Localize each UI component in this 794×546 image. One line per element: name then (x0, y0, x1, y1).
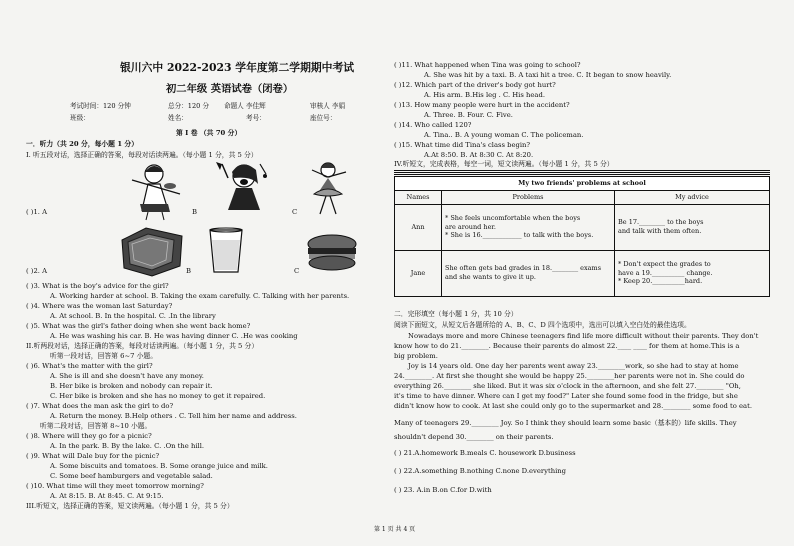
meta-name: 姓名： (168, 114, 188, 122)
problem-line: are around her. (445, 222, 496, 231)
instruction: I. 听五段对话，选择正确的答案，每段对话读两遍。（每小题 1 分，共 5 分） (26, 151, 258, 159)
bread-icon (116, 222, 188, 278)
q10-stem: ( )10. What time will they meet tomorrow morning? (26, 482, 204, 490)
hamburger-icon (302, 232, 362, 274)
q6-option-a: A. She is ill and she doesn't have any money. (50, 372, 204, 380)
meta-exam-no: 考号： (246, 114, 266, 122)
q6-stem: ( )6. What's the matter with the girl? (26, 362, 153, 370)
q1-option-c-label: C (292, 208, 298, 216)
table-header-names: Names (395, 190, 442, 204)
q5-options: A. He was washing his car. B. He was having dinner C. .He was cooking (50, 332, 298, 340)
girl-dancing-ballet-icon (306, 160, 352, 218)
q8-stem: ( )8. Where will they go for a picnic? (26, 432, 152, 440)
q22-options: ( ) 22.A.something B.nothing C.none D.everything (394, 467, 567, 475)
q2-label: ( )2. A (26, 267, 48, 275)
meta-author: 命题人 李佳辉 (224, 102, 266, 110)
advice-line: and talk with them often. (618, 227, 702, 236)
q4-stem: ( )4. Where was the woman last Saturday? (26, 302, 173, 310)
q12-stem: ( )12. Which part of the driver's body got hurt? (394, 81, 556, 89)
q15-options: A.At 8:50. B. At 8:30 C. At 8:20. (424, 151, 534, 159)
q14-stem: ( )14. Who called 120? (394, 121, 472, 129)
q1-label: ( )1. A (26, 208, 48, 216)
advice-line: * Don't expect the grades to (618, 259, 711, 268)
q6-option-b: B. Her bike is broken and nobody can repair it. (50, 382, 213, 390)
table-header-problems: Problems (442, 190, 615, 204)
blank-19-line[interactable]: have a 19.__________ change. (618, 268, 713, 277)
q13-stem: ( )13. How many people were hurt in the accident? (394, 101, 570, 109)
q9-option-ab: A. Some biscuits and tomatoes. B. Some orange juice and milk. (50, 462, 268, 470)
passage-line: Nowadays more and more Chinese teenagers find life more difficult without their parents. They don't (408, 332, 759, 340)
meta-reviewer: 审核人 李娟 (310, 102, 346, 110)
meta-class: 班级： (70, 114, 90, 122)
left-column (26, 0, 392, 546)
q23-options: ( ) 23. A.in B.on C.for D.with (394, 486, 492, 494)
q13-options: A. Three. B. Four. C. Five. (424, 111, 513, 119)
table-name-jane: Jane (395, 250, 442, 296)
part-heading: 一．听力（共 20 分，每小题 1 分） (26, 140, 139, 148)
blank-17-line[interactable]: Be 17.________ to the boys (618, 218, 704, 227)
q21-options: ( ) 21.A.homework B.meals C. housework D.business (394, 449, 576, 457)
passage-line: it's time to have dinner. Where can I get my food?" Later she found some food in the fridge, but she (394, 392, 738, 400)
q7-stem: ( )7. What does the man ask the girl to do? (26, 402, 174, 410)
cloze-instruction: 阅读下面短文，从短文后各题所给的 A、B、C、D 四个选项中，选出可以填入空白处的最佳选项。 (394, 321, 691, 329)
q14-options: A. Tina.. B. A young woman C. The policeman. (424, 131, 584, 139)
q2-option-b-label: B (186, 267, 191, 275)
table-name-ann: Ann (395, 204, 442, 250)
passage-line: Many of teenagers 29.________ Joy. So I think they should learn some basic（基本的）life skills. They (394, 419, 737, 427)
dialogue2-note: 听第二段对话，回答第 8~10 小题。 (40, 422, 152, 430)
q9-option-c: C. Some beef hamburgers and vegetable salad. (50, 472, 213, 480)
q3-stem: ( )3. What is the boy's advice for the girl? (26, 282, 169, 290)
passage-line: big problem. (394, 352, 438, 360)
q3-options: A. Working harder at school. B. Taking the exam carefully. C. Talking with her parents. (50, 292, 350, 300)
table-caption: My two friends' problems at school (395, 177, 770, 191)
blank-16-line[interactable]: * She is 16.____________ to talk with the boys. (445, 231, 594, 240)
q12-options: A. His arm. B.His leg . C. His head. (424, 91, 545, 99)
q11-stem: ( )11. What happened when Tina was going to school? (394, 61, 581, 69)
q5-stem: ( )5. What was the girl's father doing when she went back home? (26, 322, 251, 330)
q6-option-c: C. Her bike is broken and she has no money to get it repaired. (50, 392, 266, 400)
q9-stem: ( )9. What will Dale buy for the picnic? (26, 452, 160, 460)
exam-title: 初二年级 英语试卷（闭卷） (166, 83, 294, 95)
problem-line: and she wants to give it up. (445, 273, 536, 282)
section-heading: 第 I 卷 （共 70 分） (176, 129, 242, 137)
q8-options: A. In the park. B. By the lake. C. .On the hill. (50, 442, 205, 450)
q10-options: A. At 8:15. B. At 8:45. C. At 9:15. (50, 492, 164, 500)
blank-18-line[interactable]: She often gets bad grades in 18.________ exams (445, 264, 602, 273)
q1-option-b-label: B (192, 208, 197, 216)
meta-time: 考试时间：120 分钟 (70, 102, 131, 110)
table-header-advice: My advice (615, 190, 770, 204)
q2-option-c-label: C (294, 267, 300, 275)
part4-instruction: IV.听短文，完成表格，每空一词，短文读两遍。（每小题 1 分，共 5 分） (394, 160, 614, 168)
passage-line: 24.________. At first she thought she would be happy 25.________her parents were not in. She could do (394, 372, 745, 380)
passage-line: didn't know how to cook. At last she could only go to the supermarket and 28.________ some food to eat. (394, 402, 752, 410)
girl-playing-violin-icon (126, 160, 188, 222)
dialogue1-note: 听第一段对话，回答第 6~7 小题。 (50, 352, 158, 360)
passage-line: Joy is 14 years old. One day her parents went away 23.________work, so she had to stay at home (408, 362, 739, 370)
school-title: 银川六中 2022-2023 学年度第二学期期中考试 (120, 61, 355, 74)
table-problems-jane (442, 250, 615, 296)
problem-line: * She feels uncomfortable when the boys (445, 213, 581, 222)
cloze-heading: 二．完形填空（每小题 1 分，共 10 分） (394, 310, 518, 318)
part3-instruction: III.听短文，选择正确的答案，短文读两遍。（每小题 1 分，共 5 分） (26, 502, 234, 510)
blank-20-line[interactable]: * Keep 20.__________hard. (618, 277, 703, 286)
part2-instruction: II.听两段对话，选择正确的答案，每段对话读两遍。（每小题 1 分，共 5 分） (26, 342, 259, 350)
table-advice-ann (615, 204, 770, 250)
q11-options: A. She was hit by a taxi. B. A taxi hit a tree. C. It began to snow heavily. (424, 71, 672, 79)
passage-line: know how to do 21.________. Because their parents do almost 22.____ ____ for them at home.This is a (394, 342, 740, 350)
glass-of-milk-icon (204, 226, 248, 276)
q7-options: A. Return the money. B.Help others . C. Tell him her name and address. (50, 412, 297, 420)
page-footer: 第 1 页 共 4 页 (374, 526, 416, 533)
problems-table (394, 176, 770, 297)
table-problems-ann (442, 204, 615, 250)
meta-seat: 座位号： (310, 114, 337, 122)
passage-line: everything 26.________ she liked. But it was six o'clock in the afternoon, and she felt 27.________ "Oh, (394, 382, 741, 390)
q15-stem: ( )15. What time did Tina's class begin? (394, 141, 531, 149)
passage-line: shouldn't depend 30.________ on their parents. (394, 433, 554, 441)
right-column (394, 0, 774, 546)
meta-score: 总分：120 分 (168, 102, 210, 110)
girl-singing-icon (210, 158, 274, 216)
q4-options: A. At school. B. In the hospital. C. .In the library (50, 312, 216, 320)
table-advice-jane (615, 250, 770, 296)
